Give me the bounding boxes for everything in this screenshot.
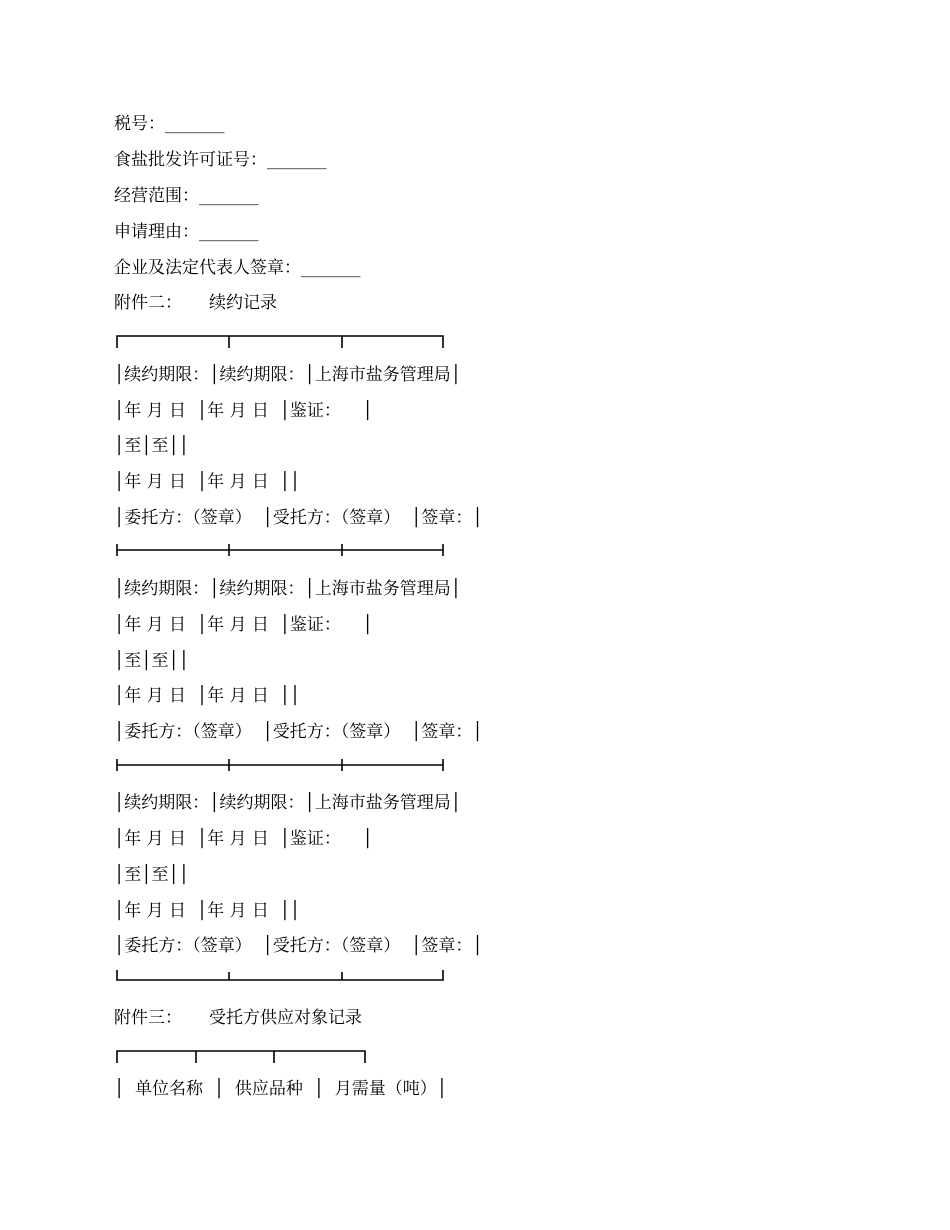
supply-header-row: │ 单位名称 │ 供应品种 │ 月需量（吨）│ bbox=[114, 1079, 447, 1099]
renewal-period-row: │续约期限：│续约期限：│上海市盐务管理局│ bbox=[114, 579, 461, 599]
date-row: │年 月 日 │年 月 日 │鉴证： │ bbox=[114, 829, 373, 849]
table-top-border bbox=[116, 334, 446, 350]
table-divider bbox=[116, 542, 446, 558]
table-bottom-border bbox=[116, 968, 446, 984]
renewal-period-row: │续约期限：│续约期限：│上海市盐务管理局│ bbox=[114, 365, 461, 385]
business-scope-field: 经营范围：_______ bbox=[114, 186, 259, 206]
date-row: │年 月 日 │年 月 日 ││ bbox=[114, 901, 301, 921]
date-row: │年 月 日 │年 月 日 ││ bbox=[114, 472, 301, 492]
tax-number-field: 税号：_______ bbox=[114, 114, 225, 134]
signature-row: │委托方：（签章） │受托方：（签章） │签章：│ bbox=[114, 508, 483, 528]
date-row: │年 月 日 │年 月 日 │鉴证： │ bbox=[114, 615, 373, 635]
to-row: │至│至││ bbox=[114, 436, 189, 456]
renewal-period-row: │续约期限：│续约期限：│上海市盐务管理局│ bbox=[114, 793, 461, 813]
date-row: │年 月 日 │年 月 日 │鉴证： │ bbox=[114, 401, 373, 421]
salt-wholesale-license-field: 食盐批发许可证号：_______ bbox=[114, 150, 327, 170]
date-row: │年 月 日 │年 月 日 ││ bbox=[114, 686, 301, 706]
enterprise-signature-field: 企业及法定代表人签章：_______ bbox=[114, 258, 361, 278]
to-row: │至│至││ bbox=[114, 651, 189, 671]
signature-row: │委托方：（签章） │受托方：（签章） │签章：│ bbox=[114, 722, 483, 742]
application-reason-field: 申请理由：_______ bbox=[114, 222, 259, 242]
table-divider bbox=[116, 757, 446, 773]
table-top-border bbox=[116, 1049, 368, 1065]
appendix2-title: 附件二： 续约记录 bbox=[114, 293, 278, 313]
to-row: │至│至││ bbox=[114, 865, 189, 885]
appendix3-title: 附件三： 受托方供应对象记录 bbox=[114, 1008, 363, 1028]
signature-row: │委托方：（签章） │受托方：（签章） │签章：│ bbox=[114, 936, 483, 956]
